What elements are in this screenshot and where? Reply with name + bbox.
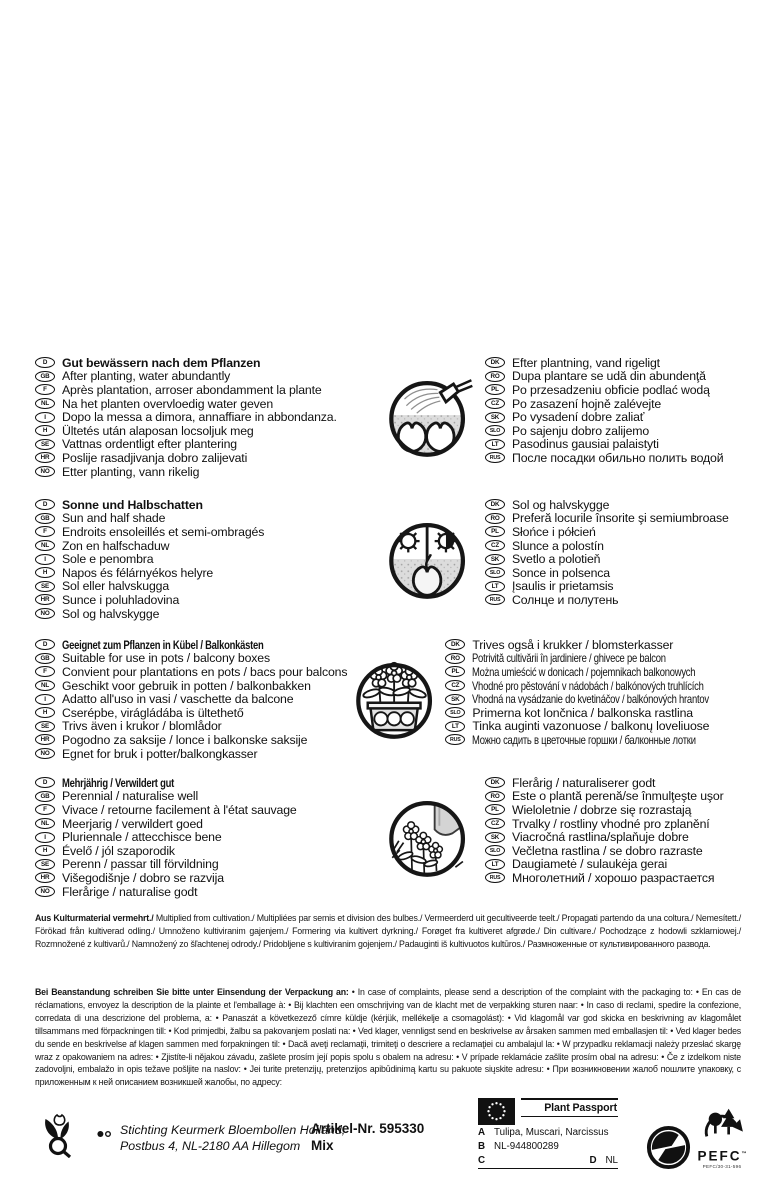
instruction-text: Можно садить в цветочные горшки / балконные лотки (472, 732, 697, 747)
language-code-badge: PL (485, 526, 505, 537)
language-row (35, 593, 373, 607)
instruction-text: Sonce in polsenca (512, 565, 610, 580)
language-list-left (35, 776, 373, 898)
language-code-badge: NL (35, 398, 55, 409)
instruction-text: Perennial / naturalise well (62, 789, 199, 804)
instruction-text: Svetlo a polotieň (512, 552, 601, 567)
language-row (485, 438, 751, 452)
instruction-text: Gut bewässern nach dem Pflanzen (62, 355, 261, 370)
language-row (445, 720, 768, 734)
language-row (485, 566, 751, 580)
language-list-right (485, 356, 751, 478)
language-code-badge: RO (445, 653, 465, 664)
instruction-text: Etter planting, vann rikelig (62, 464, 200, 479)
language-row (35, 370, 373, 384)
language-row (35, 706, 347, 720)
language-code-badge: D (35, 357, 55, 368)
language-code-badge: HR (35, 594, 55, 605)
language-row (445, 733, 768, 747)
instruction-text: Sol eller halvskugga (62, 579, 170, 594)
instruction-text: Viacročná rastlina/splaňuje dobre (512, 830, 689, 845)
language-code-badge: I (35, 554, 55, 565)
instruction-text: Po zasazení hojně zalévejte (512, 396, 662, 411)
language-code-badge: SK (485, 412, 505, 423)
language-code-badge: H (35, 425, 55, 436)
language-row (485, 451, 751, 465)
language-code-badge: PL (445, 666, 465, 677)
language-code-badge: F (35, 526, 55, 537)
plant-passport (478, 1098, 618, 1169)
naturalising-icon (373, 776, 485, 898)
language-row (35, 525, 373, 539)
language-code-badge: PL (485, 384, 505, 395)
instruction-text: Po sajenju dobro zalijemo (512, 423, 650, 438)
instruction-text: Višegodišnje / dobro se razvija (62, 870, 224, 885)
language-row (485, 871, 751, 885)
complaints-note (35, 986, 741, 1089)
instruction-text: Après plantation, arroser abondamment la plante (62, 382, 322, 397)
language-code-badge: F (35, 384, 55, 395)
language-code-badge: GB (35, 371, 55, 382)
language-list-right (485, 498, 751, 620)
language-row (35, 607, 373, 621)
instruction-text: Geeignet zum Pflanzen in Kübel / Balkonkästen (62, 637, 264, 652)
keurmerk-logo (36, 1112, 82, 1163)
instruction-text: Este o plantă perenă/se înmulţeşte uşor (512, 789, 724, 804)
language-row (485, 790, 751, 804)
instruction-text: Pasodinus gausiai palaistyti (512, 437, 659, 452)
language-code-badge: LT (485, 439, 505, 450)
language-code-badge: NL (35, 680, 55, 691)
language-code-badge: LT (485, 581, 505, 592)
language-code-badge: SE (35, 721, 55, 732)
instruction-text: Trives også i krukker / blomsterkasser (472, 637, 674, 652)
language-code-badge: NO (35, 608, 55, 619)
language-row (485, 383, 751, 397)
instruction-text: Endroits ensoleillés et semi-ombragés (62, 524, 265, 539)
language-row (485, 370, 751, 384)
instruction-text: Vhodné pro pěstování v nádobách / balkónových truhlících (472, 678, 704, 693)
instruction-text: Meerjarig / verwildert goed (62, 816, 203, 831)
language-list-left (35, 638, 347, 760)
instruction-text: Poslije rasadjivanja dobro zalijevati (62, 450, 248, 465)
language-row (485, 580, 751, 594)
pefc-logo (688, 1105, 756, 1169)
language-code-badge: SLO (485, 425, 505, 436)
instruction-text: Trivs även i krukor / blomlådor (62, 719, 222, 734)
language-code-badge: RO (485, 371, 505, 382)
language-row (445, 652, 768, 666)
instruction-text: Convient pour plantations en pots / bacs pour balcons (62, 664, 348, 679)
instruction-text: Geschikt voor gebruik in potten / balkonbakken (62, 678, 311, 693)
propagation-note-text: Multiplied from cultivation./ Multipliées par semis et division des bulbes./ Vermeerderd uit gecultiveerde teelt./ Propagati partendo da una coltura./ Nemesített./ Förökad från kultiverad odling./ Umnoženo kultiviranim gajenjem./ Formering via kultivert dyrkning./ Forøget fra kultiveret afgrøde./ Din cultivare./ Pochodzące z hodowli szklarniowej./ Rozmnožené z kultivarů./ Namnožený zo šľachtenej odrody./ Pridobljene s kultiviranim gojenjem./ Padauginti iš kultivuotos kultūros./ Размноженные от культивированного развода. (35, 913, 742, 949)
language-row (35, 844, 373, 858)
language-row (35, 512, 373, 526)
language-code-badge: I (35, 694, 55, 705)
language-row (445, 638, 768, 652)
language-list-left (35, 356, 373, 478)
language-code-badge: HR (35, 872, 55, 883)
language-code-badge: CZ (485, 398, 505, 409)
article-number-block (311, 1121, 424, 1154)
instruction-text: Dopo la messa a dimora, annaffiare in abbondanza. (62, 410, 337, 425)
article-variant: Mix (311, 1137, 334, 1153)
language-code-badge: SE (35, 439, 55, 450)
instruction-text: Sol og halvskygge (512, 497, 610, 512)
language-code-badge: NO (35, 466, 55, 477)
instruction-text: Primerna kot lončnica / balkonska rastlina (472, 705, 693, 720)
language-code-badge: DK (485, 357, 505, 368)
language-row (35, 871, 373, 885)
language-row (35, 451, 373, 465)
instruction-text: Efter plantning, vand rigeligt (512, 355, 660, 370)
language-row (35, 383, 373, 397)
language-code-badge: RUS (485, 594, 505, 605)
language-row (35, 665, 347, 679)
language-row (485, 512, 751, 526)
language-code-badge: D (35, 777, 55, 788)
instruction-text: Wieloletnie / dobrze się rozrastają (512, 802, 692, 817)
language-row (485, 397, 751, 411)
instruction-text: Ültetés után alaposan locsoljuk meg (62, 423, 254, 438)
complaints-note-text: • In case of complaints, please send a description of the complaint with the packaging to: • En cas de réclamations, envoyez la description de la plainte et l'emballage à: • Bij klachten een omschrijving van de klacht met de verpakking sturen naar: • In caso di reclami, spedire la confezione, corredata di una descrizione del problema, a: • Panaszát a következező címre küldje (kérjük, mellékelje a csomagolást): • Vid klagomål var god skicka en beskrivning av klagomålet tillsammans med förpackningen till: • Kod primjedbi, žalbu sa pakovanjem poslati na: • Ved klager, vennligst send en beskrivelse av årsaken sammen med emballasjen til: • Ved klager bedes du sende en beskrivelse af klagen sammen med forpakningen til: • Dacă aveţi reclamaţii, trimiteţi o descriere a reclamaţiei cu ambalajul la: • W przypadku reklamacji należy przesłać skargę wraz z opakowaniem na adres: • Zjistíte-li nějakou závadu, zašlete prosím její popis spolu s obalem na adresu: • V prípade reklamácie zašlite prosím obal na adresu: • Če z izdelkom niste zadovoljni, embalažo in opis težave pošljite na naslov: • Jei turite pretenzijų, pretenzijos apibūdinimą kartu su pakuote siųskite adresu: • При возникновении жалоб пошлите упаковку, с приложенным к ней описанием возникшей жалобы, по адресу: (35, 987, 742, 1088)
language-row (35, 438, 373, 452)
language-row (485, 424, 751, 438)
language-row (485, 498, 751, 512)
language-row (485, 858, 751, 872)
instruction-text: Slunce a polostín (512, 538, 604, 553)
language-row (35, 858, 373, 872)
instruction-text: Večletna rastlina / se dobro razraste (512, 843, 703, 858)
language-list-right (485, 776, 751, 898)
passport-label-a: A (478, 1127, 486, 1138)
language-code-badge: RO (485, 513, 505, 524)
language-row (35, 747, 347, 761)
language-row (35, 638, 347, 652)
pefc-trees-icon (694, 1105, 750, 1143)
instruction-text: Sol og halvskygge (62, 606, 160, 621)
green-dot-recycling-icon (645, 1124, 692, 1176)
language-row (35, 679, 347, 693)
instruction-text: Sole e penombra (62, 552, 154, 567)
instruction-text: Po przesadzeniu obficie podlać wodą (512, 382, 710, 397)
instruction-text: Cserépbe, virágládába is ültethető (62, 705, 244, 720)
language-row (35, 720, 347, 734)
instruction-text: Sun and half shade (62, 511, 166, 526)
instruction-text: Vhodná na vysádzanie do kvetináčov / balkónových hrantov (472, 692, 710, 707)
language-row (35, 498, 373, 512)
language-code-badge: RUS (485, 872, 505, 883)
language-row (485, 525, 751, 539)
instruction-text: Sonne und Halbschatten (62, 497, 203, 512)
language-code-badge: NL (35, 818, 55, 829)
language-row (35, 410, 373, 424)
language-code-badge: DK (485, 777, 505, 788)
language-code-badge: RO (485, 791, 505, 802)
language-row (35, 552, 373, 566)
language-code-badge: F (35, 804, 55, 815)
passport-value-d: NL (605, 1154, 618, 1166)
article-number: Artikel-Nr. 595330 (311, 1121, 425, 1136)
propagation-note-lead: Aus Kulturmaterial vermehrt./ (35, 913, 154, 923)
watering-icon (373, 356, 485, 478)
instruction-text: Mehrjährig / Verwildert gut (62, 775, 175, 790)
language-row (485, 803, 751, 817)
balcony-pots-icon (347, 638, 445, 760)
language-code-badge: PL (485, 804, 505, 815)
instruction-text: Słońce i półcień (512, 524, 596, 539)
language-row (485, 830, 751, 844)
instruction-text: Na het planten overvloedig water geven (62, 396, 274, 411)
language-code-badge: NO (35, 886, 55, 897)
flower-mark-icon (97, 1125, 112, 1143)
instruction-text: After planting, water abundantly (62, 369, 231, 384)
language-row (35, 830, 373, 844)
language-code-badge: D (35, 639, 55, 650)
language-code-badge: I (35, 832, 55, 843)
pefc-code: PEFC/30-31-596 (702, 1163, 742, 1169)
language-row (35, 733, 347, 747)
language-row (35, 580, 373, 594)
propagation-note (35, 912, 741, 951)
language-row (35, 692, 347, 706)
instruction-text: Adatto all'uso in vasi / vaschette da balcone (62, 692, 294, 707)
language-row (35, 652, 347, 666)
language-code-badge: NL (35, 540, 55, 551)
language-row (485, 539, 751, 553)
language-row (35, 566, 373, 580)
address-line-2: Postbus 4, NL-2180 AA Hillegom (120, 1139, 301, 1153)
section-watering (35, 356, 751, 478)
language-code-badge: I (35, 412, 55, 423)
language-code-badge: SE (35, 581, 55, 592)
language-code-badge: F (35, 666, 55, 677)
instruction-text: Солнце и полутень (512, 592, 619, 607)
instruction-text: Napos és félárnyékos helyre (62, 565, 214, 580)
language-code-badge: SK (485, 554, 505, 565)
language-code-badge: D (35, 499, 55, 510)
language-row (445, 679, 768, 693)
instruction-text: Egnet for bruk i potter/balkongkasser (62, 746, 258, 761)
passport-label-c: C (478, 1154, 486, 1166)
language-code-badge: H (35, 707, 55, 718)
instruction-text: После посадки обильно полить водой (512, 450, 724, 465)
language-row (445, 665, 768, 679)
passport-row-b (478, 1140, 618, 1153)
language-code-badge: GB (35, 791, 55, 802)
language-code-badge: SK (445, 694, 465, 705)
instruction-text: Vivace / retourne facilement à l'état sauvage (62, 802, 297, 817)
language-code-badge: SLO (485, 845, 505, 856)
instruction-text: Perenn / passar till förvildning (62, 857, 219, 872)
instruction-text: Daugiametė / sulaukėja gerai (512, 857, 668, 872)
complaints-note-lead: Bei Beanstandung schreiben Sie bitte unter Einsendung der Verpackung an: (35, 987, 349, 997)
language-code-badge: SK (485, 832, 505, 843)
language-code-badge: HR (35, 452, 55, 463)
language-row (485, 593, 751, 607)
language-code-badge: CZ (485, 818, 505, 829)
language-code-badge: LT (445, 721, 465, 732)
instruction-text: Pogodno za saksije / lonce i balkonske saksije (62, 732, 308, 747)
language-row (485, 356, 751, 370)
passport-value-b: NL-944800289 (494, 1141, 559, 1152)
instruction-text: Suitable for use in pots / balcony boxes (62, 651, 270, 666)
language-code-badge: DK (445, 639, 465, 650)
language-code-badge: LT (485, 859, 505, 870)
language-row (35, 790, 373, 804)
instruction-text: Flerårige / naturalise godt (62, 884, 198, 899)
language-row (485, 817, 751, 831)
section-naturalising (35, 776, 751, 898)
passport-title-rule (521, 1116, 618, 1117)
language-row (35, 803, 373, 817)
language-row (35, 465, 373, 479)
language-row (35, 776, 373, 790)
passport-value-a: Tulipa, Muscari, Narcissus (494, 1127, 609, 1138)
language-row (35, 424, 373, 438)
language-row (35, 356, 373, 370)
language-row (485, 776, 751, 790)
instruction-text: Évelő / jól szaporodik (62, 843, 175, 858)
language-code-badge: H (35, 845, 55, 856)
language-code-badge: SLO (485, 567, 505, 578)
instruction-text: Sunce i poluhladovina (62, 592, 180, 607)
language-row (445, 692, 768, 706)
address-line-1: Stichting Keurmerk Bloembollen Holland, (120, 1123, 346, 1137)
language-code-badge: CZ (445, 680, 465, 691)
section-sun-halfshade (35, 498, 751, 620)
language-list-left (35, 498, 373, 620)
instruction-text: Po vysadení dobre zaliať (512, 410, 645, 425)
instruction-text: Zon en halfschaduw (62, 538, 170, 553)
passport-row-a (478, 1126, 618, 1139)
language-list-right (445, 638, 768, 760)
language-code-badge: NO (35, 748, 55, 759)
instruction-text: Trvalky / rostliny vhodné pro zplanění (512, 816, 710, 831)
language-code-badge: CZ (485, 540, 505, 551)
language-code-badge: GB (35, 513, 55, 524)
pefc-name: PEFC™ (697, 1148, 747, 1164)
language-row (445, 706, 768, 720)
passport-row-cd (478, 1154, 618, 1169)
instruction-text: Można umieścić w donicach / pojemnikach balkonowych (472, 664, 696, 679)
instruction-text: Preferă locurile însorite şi semiumbroase (512, 511, 729, 526)
sun-halfshade-icon (373, 498, 485, 620)
language-code-badge: RUS (485, 452, 505, 463)
language-row (485, 552, 751, 566)
language-row (35, 539, 373, 553)
language-row (485, 410, 751, 424)
language-code-badge: H (35, 567, 55, 578)
instruction-text: Tinka auginti vazonuose / balkonų loveliuose (472, 719, 710, 734)
language-row (35, 817, 373, 831)
language-code-badge: GB (35, 653, 55, 664)
language-code-badge: RUS (445, 734, 465, 745)
language-code-badge: SE (35, 859, 55, 870)
instruction-text: Pluriennale / attecchisce bene (62, 830, 222, 845)
section-balcony-pots (35, 638, 751, 760)
instruction-text: Многолетний / хорошо разрастается (512, 870, 715, 885)
instruction-text: Vattnas ordentligt efter plantering (62, 437, 237, 452)
plant-passport-title: Plant Passport (544, 1102, 617, 1114)
language-row (485, 844, 751, 858)
language-row (35, 885, 373, 899)
language-code-badge: DK (485, 499, 505, 510)
instruction-text: Potrivită cultivării în jardiniere / ghivece pe balcon (472, 651, 667, 666)
passport-label-d: D (589, 1154, 597, 1166)
instruction-text: Dupa plantare se udă din abundenţă (512, 369, 706, 384)
language-code-badge: HR (35, 734, 55, 745)
language-code-badge: SLO (445, 707, 465, 718)
instruction-text: Įsaulis ir prietamsis (512, 579, 614, 594)
eu-flag-icon (478, 1098, 515, 1125)
passport-label-b: B (478, 1141, 486, 1152)
instruction-text: Flerårig / naturaliserer godt (512, 775, 656, 790)
language-row (35, 397, 373, 411)
